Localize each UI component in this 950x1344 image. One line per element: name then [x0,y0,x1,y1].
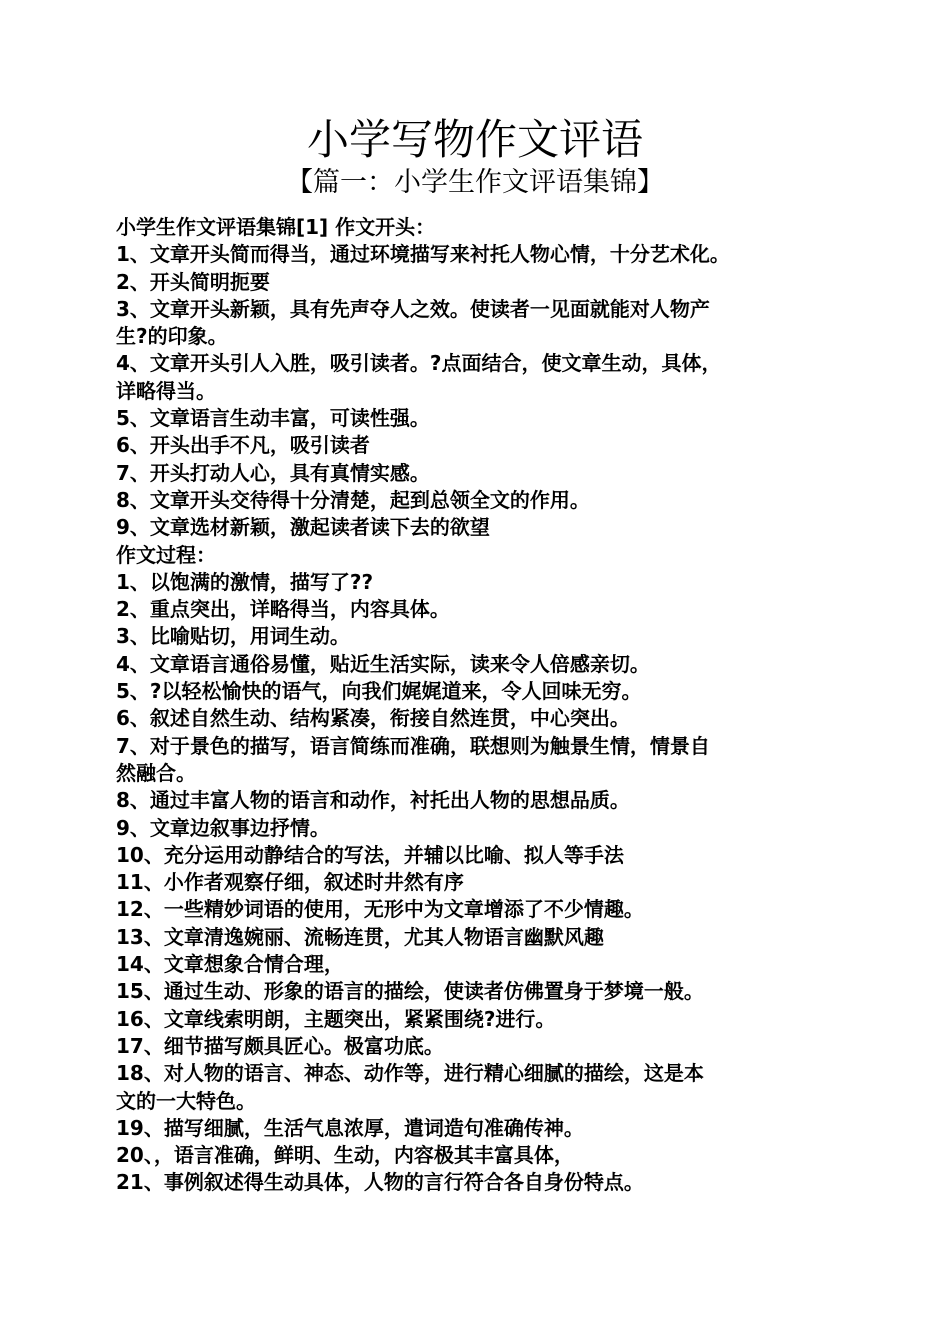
text-line: 4、文章语言通俗易懂，贴近生活实际，读来令人倍感亲切。 [116,651,650,676]
text-line: 10、充分运用动静结合的写法，并辅以比喻、拟人等手法 [116,842,624,867]
text-line: 7、开头打动人心，具有真情实感。 [116,460,430,485]
text-line: 20、，语言准确，鲜明、生动，内容极其丰富具体， [116,1143,574,1168]
text-line: 7、对于景色的描写，语言简练而准确，联想则为触景生情，情景自 [116,733,710,758]
text-line: 5、文章语言生动丰富，可读性强。 [116,406,430,431]
document-subtitle: 【篇一：小学生作文评语集锦】 [286,167,664,198]
text-line: 5、?以轻松愉快的语气，向我们娓娓道来，令人回味无穷。 [116,679,642,704]
text-line: 8、文章开头交待得十分清楚，起到总领全文的作用。 [116,487,590,512]
text-line: 3、比喻贴切，用词生动。 [116,624,350,649]
text-line: 17、细节描写颇具匠心。极富功底。 [116,1033,444,1058]
text-line: 12、一些精妙词语的使用，无形中为文章增添了不少情趣。 [116,897,644,922]
text-line: 9、文章边叙事边抒情。 [116,815,330,840]
text-line: 3、文章开头新颖，具有先声夺人之效。使读者一见面就能对人物产 [116,296,710,321]
text-line: 然融合。 [116,760,196,785]
text-line: 1、以饱满的激情，描写了?? [116,569,374,594]
comment-list [116,214,846,1197]
text-line: 18、对人物的语言、神态、动作等，进行精心细腻的描绘，这是本 [116,1061,704,1086]
text-line: 文的一大特色。 [116,1088,256,1113]
text-line: 6、开头出手不凡，吸引读者 [116,433,370,458]
document-title: 小学写物作文评语 [306,115,643,164]
text-line: 6、叙述自然生动、结构紧凑，衔接自然连贯，中心突出。 [116,706,630,731]
text-line: 13、文章清逸婉丽、流畅连贯，尤其人物语言幽默风趣 [116,924,604,949]
text-line: 15、通过生动、形象的语言的描绘，使读者仿佛置身于梦境一般。 [116,979,704,1004]
text-line: 小学生作文评语集锦[1] 作文开头： [116,215,436,239]
text-line: 8、通过丰富人物的语言和动作，衬托出人物的思想品质。 [116,788,630,813]
text-line: 11、小作者观察仔细，叙述时井然有序 [116,870,464,895]
text-line: 16、文章线索明朗，主题突出，紧紧围绕?进行。 [116,1006,556,1031]
text-line: 4、文章开头引人入胜，吸引读者。?点面结合，使文章生动，具体， [116,351,722,376]
text-line: 19、描写细腻，生活气息浓厚，遣词造句准确传神。 [116,1115,584,1140]
text-line: 1、文章开头简而得当，通过环境描写来衬托人物心情，十分艺术化。 [116,242,730,267]
text-line: 作文过程： [116,542,216,567]
text-line: 14、文章想象合情合理， [116,952,344,977]
text-line: 详略得当。 [116,378,216,403]
text-line: 2、开头简明扼要 [116,269,270,294]
text-line: 生?的印象。 [116,324,228,349]
text-line: 21、事例叙述得生动具体，人物的言行符合各自身份特点。 [116,1170,644,1195]
text-line: 2、重点突出，详略得当，内容具体。 [116,597,450,622]
text-line: 9、文章选材新颖，激起读者读下去的欲望 [116,515,490,540]
